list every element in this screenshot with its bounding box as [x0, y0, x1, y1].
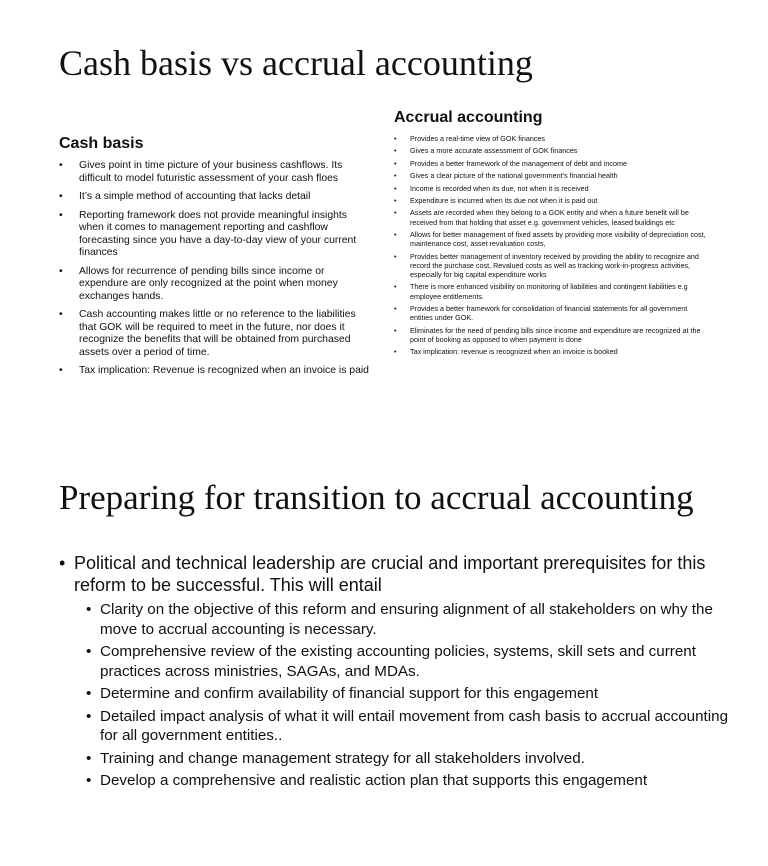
cash-basis-bullet: • Allows for recurrence of pending bills since income or expendure are only recognized at the point when money exchanges hands. [59, 266, 369, 304]
transition-sub-bullet: • Develop a comprehensive and realistic action plan that supports this engagement [86, 771, 739, 791]
accrual-bullet: • Gives a clear picture of the national government’s financial health [394, 171, 710, 180]
transition-main-text: • Political and technical leadership are crucial and important prerequisites for this reform to be successful. This will entail [74, 553, 706, 595]
cash-basis-bullet: • Tax implication: Revenue is recognized when an invoice is paid [59, 365, 369, 378]
accrual-bullet: • Assets are recorded when they belong to a GOK entity and when a future benefit will be received from that holding that asset e.g. government vehicles, leased buildings etc [394, 208, 710, 226]
transition-sub-bullet: • Clarity on the objective of this reform and ensuring alignment of all stakeholders on why the move to accrual accounting is necessary. [86, 600, 739, 639]
accrual-bullet: • Allows for better management of fixed assets by providing more visibility of depreciation cost, maintenance cost, asset revaluation costs, [394, 230, 710, 248]
slide-title-cash-vs-accrual: Cash basis vs accrual accounting [59, 43, 533, 83]
transition-sub-list [86, 600, 739, 791]
cash-basis-bullet: • Gives point in time picture of your business cashflows. Its difficult to model futuristic assessment of your cash floes [59, 160, 369, 185]
accrual-accounting-list [394, 134, 710, 360]
slide-title-preparing-transition: Preparing for transition to accrual accounting [59, 478, 694, 517]
accrual-bullet: • There is more enhanced visibility on monitoring of liabilities and contingent liabilities e.g employee entitlements. [394, 282, 710, 300]
transition-sub-bullet: • Comprehensive review of the existing accounting policies, systems, skill sets and current practices across ministries, SAGAs, and MDAs. [86, 642, 739, 681]
cash-basis-bullet: • Reporting framework does not provide meaningful insights when it comes to management reporting and cashflow forecasting since you have a day-to-day view of your current finances [59, 210, 369, 260]
accrual-bullet: • Eliminates for the need of pending bills since income and expenditure are recognized at the point of booking as opposed to when payment is done [394, 326, 710, 344]
accrual-bullet: • Tax implication: revenue is recognized when an invoice is booked [394, 347, 710, 356]
accrual-bullet: • Provides a better framework of the management of debt and income [394, 159, 710, 168]
cash-basis-bullet: • Cash accounting makes little or no reference to the liabilities that GOK will be required to meet in the future, nor does it recognize the benefits that will be obtained from purchased assets over a period of time. [59, 309, 369, 359]
accrual-bullet: • Provides a real-time view of GOK finances [394, 134, 710, 143]
transition-sub-bullet: • Determine and confirm availability of financial support for this engagement [86, 684, 739, 704]
cash-basis-bullet: • It’s a simple method of accounting that lacks detail [59, 191, 369, 204]
transition-sub-bullet: • Training and change management strategy for all stakeholders involved. [86, 749, 739, 769]
cash-basis-heading: Cash basis [59, 135, 144, 152]
accrual-accounting-heading: Accrual accounting [394, 109, 543, 126]
accrual-bullet: • Provides a better framework for consolidation of financial statements for all government entities under GOK. [394, 304, 710, 322]
accrual-bullet: • Expenditure is incurred when its due not when it is paid out [394, 196, 710, 205]
transition-sub-bullet: • Detailed impact analysis of what it will entail movement from cash basis to accrual accounting for all government entities.. [86, 707, 739, 746]
accrual-bullet: • Income is recorded when its due, not when it is received [394, 184, 710, 193]
accrual-bullet: • Gives a more accurate assessment of GOK finances [394, 146, 710, 155]
cash-basis-list [59, 160, 369, 384]
transition-main-bullet [59, 552, 739, 791]
accrual-bullet: • Provides better management of inventory received by providing the ability to recognize and record the purchase cost, Revalued costs as well as tracking work-in-progress activities, especially for big capital expenditure works [394, 252, 710, 280]
transition-list [59, 552, 739, 794]
